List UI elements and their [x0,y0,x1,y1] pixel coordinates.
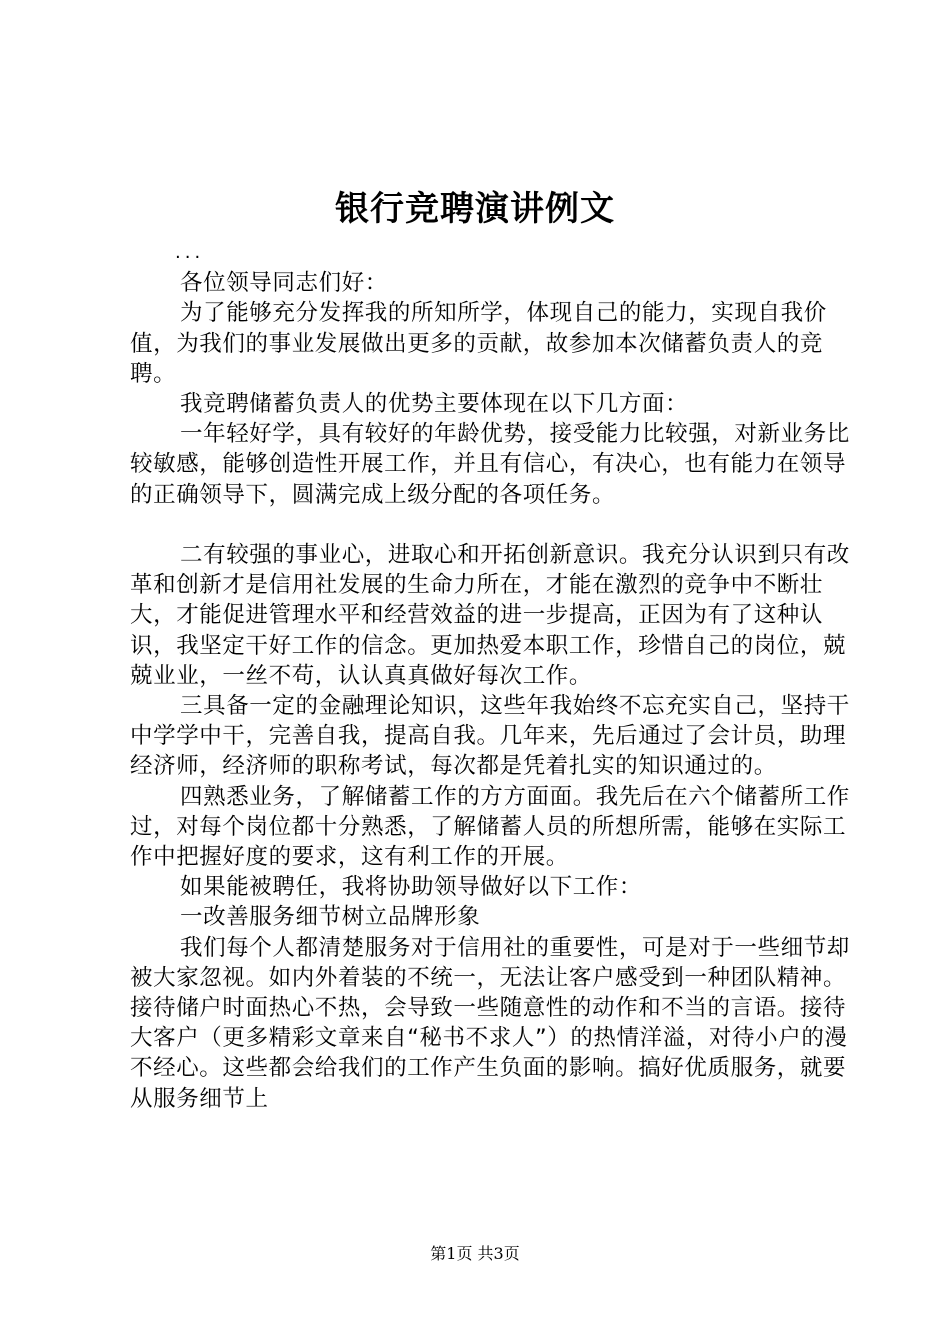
paragraph-advantages-heading: 我竞聘储蓄负责人的优势主要体现在以下几方面： [180,391,689,418]
paragraph-advantage-2: 二有较强的事业心，进取心和开拓创新意识。我充分认识到只有改革和创新才是信用社发展的生命力所在，才能在激烈的竞争中不断壮大，才能促进管理水平和经营效益的进一步提高，正因为有了这种认识，我坚定干好工作的信念。更加热爱本职工作，珍惜自己的岗位，兢兢业业，一丝不苟，认认真真做好每次工作。 [130,542,850,689]
paragraph-intro: 为了能够充分发挥我的所知所学，体现自己的能力，实现自我价值，为我们的事业发展做出更多的贡献，故参加本次储蓄负责人的竞聘。 [130,300,827,387]
document-title: 银行竞聘演讲例文 [335,189,615,229]
paragraph-greeting: 各位领导同志们好： [180,270,388,297]
blank-line [130,510,850,540]
paragraph-advantage-4: 四熟悉业务，了解储蓄工作的方方面面。我先后在六个储蓄所工作过，对每个岗位都十分熟悉，了解储蓄人员的所想所需，能够在实际工作中把握好度的要求，这有利工作的开展。 [130,783,850,871]
paragraph-plan-1-heading: 一改善服务细节树立品牌形象 [180,904,481,931]
page-footer: 第1页 共3页 [430,1244,520,1263]
paragraph-advantage-1: 一年轻好学，具有较好的年龄优势，接受能力比较强，对新业务比较敏感，能够创造性开展工作，并且有信心，有决心，也有能力在领导的正确领导下，圆满完成上级分配的各项任务。 [130,421,850,508]
paragraph-plan-1-body: 我们每个人都清楚服务对于信用社的重要性，可是对于一些细节却被大家忽视。如内外着装的不统一，无法让客户感受到一种团队精神。接待储户时面热心不热，会导致一些随意性的动作和不当的言语。接待大客户（更多精彩文章来自“秘书不求人”）的热情洋溢，对待小户的漫不经心。这些都会给我们的工作产生负面的影响。搞好优质服务，就要从服务细节上 [130,934,850,1112]
paragraph-plan-heading: 如果能被聘任，我将协助领导做好以下工作： [180,874,643,901]
ellipsis-line: ... [175,242,205,263]
paragraph-advantage-3: 三具备一定的金融理论知识，这些年我始终不忘充实自己，坚持干中学学中干，完善自我，提高自我。几年来，先后通过了会计员，助理经济师，经济师的职称考试，每次都是凭着扎实的知识通过的。 [130,693,850,780]
document-body [130,238,850,1114]
